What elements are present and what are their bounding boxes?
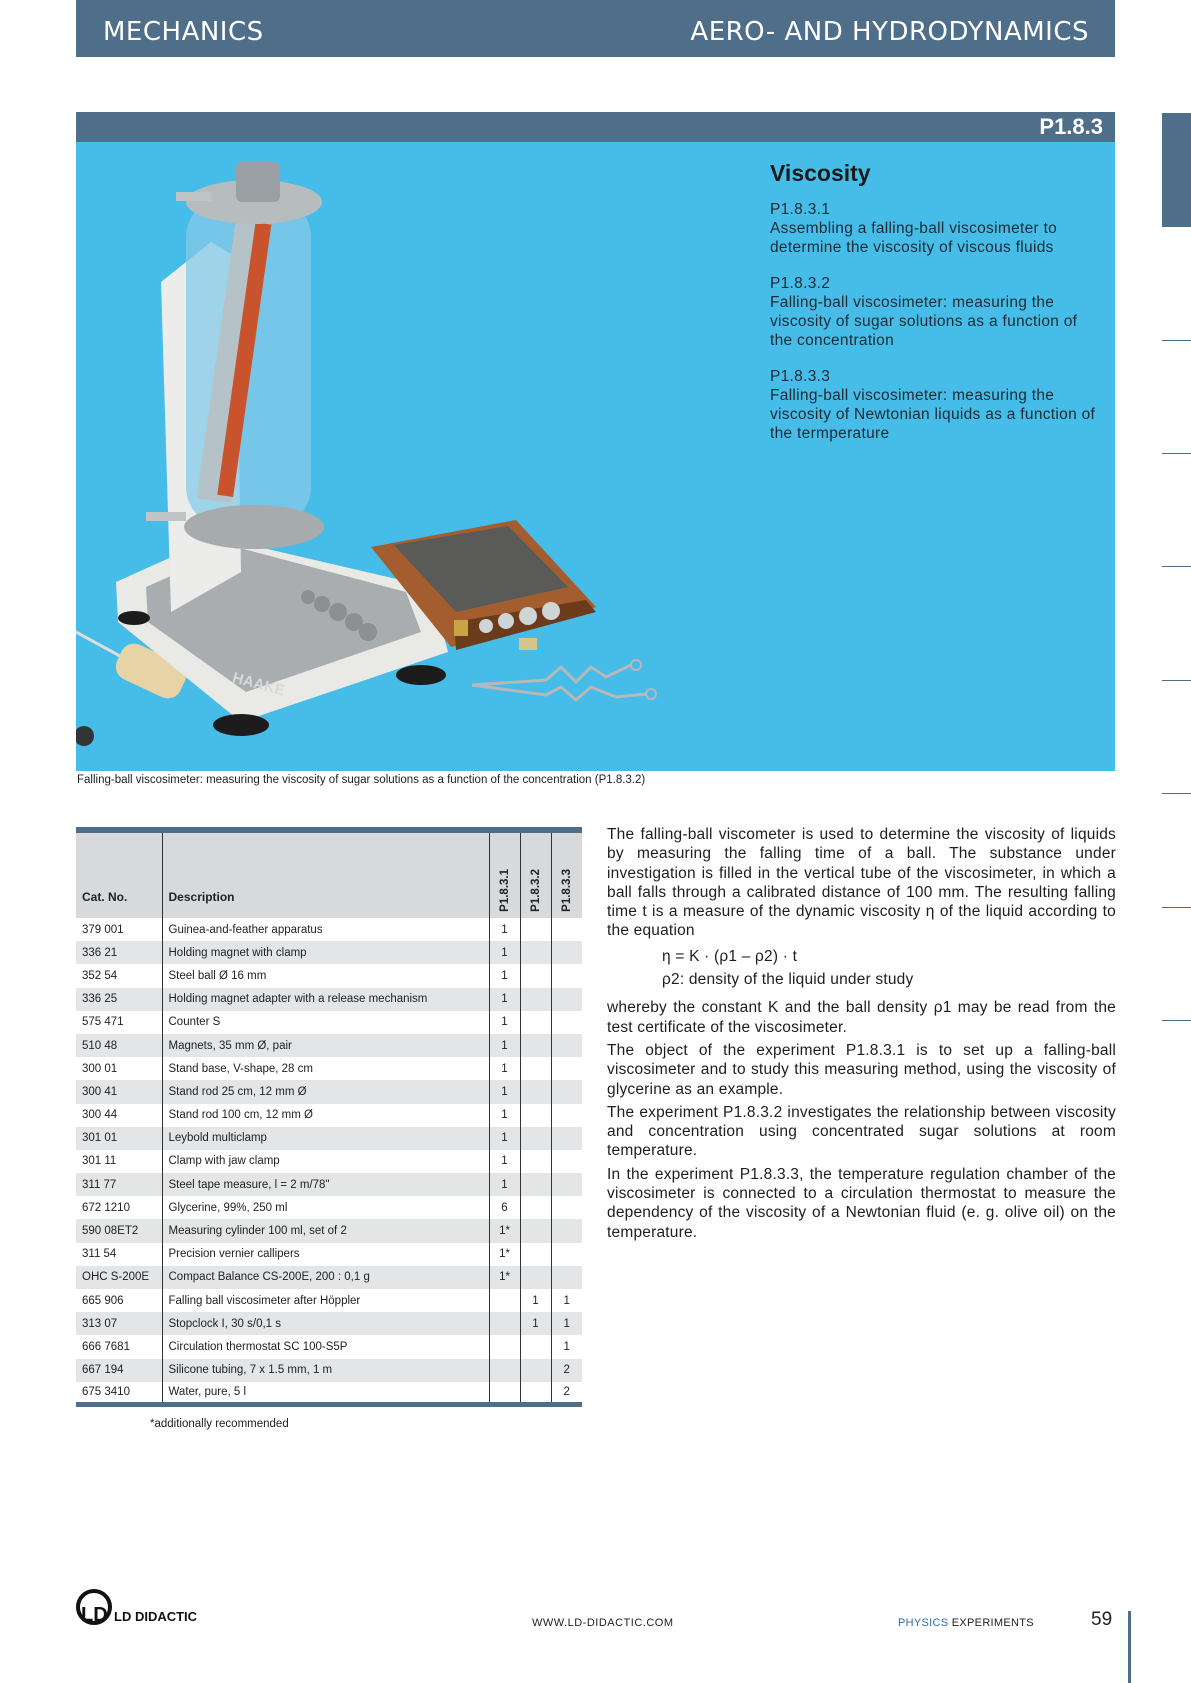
- qty-p1831: 1: [489, 1034, 520, 1057]
- catalog-number: 575 471: [82, 1016, 124, 1029]
- table-row: [76, 1080, 582, 1103]
- body-text: [607, 825, 1116, 1246]
- experiment-id: P1.8.3.3: [770, 368, 831, 385]
- qty-p1831: 1: [489, 1104, 520, 1127]
- qty-p1831: 1: [489, 918, 520, 941]
- qty-p1833: [551, 1219, 582, 1242]
- qty-p1832: 1: [520, 1312, 551, 1335]
- box-ball: [542, 602, 560, 620]
- chapter-tick: [1162, 1020, 1191, 1021]
- column-header-description: Description: [162, 830, 489, 918]
- foot-back: [118, 611, 150, 625]
- catalog-number: 300 44: [82, 1109, 118, 1122]
- description: Steel ball Ø 16 mm: [162, 964, 489, 987]
- qty-p1831: 1: [489, 1011, 520, 1034]
- description: Glycerine, 99%, 250 ml: [162, 1196, 489, 1219]
- description: Silicone tubing, 7 x 1.5 mm, 1 m: [162, 1359, 489, 1382]
- box-ball: [498, 613, 514, 629]
- experiment-text: Falling-ball viscosimeter: measuring the viscosity of sugar solutions as a function of the concentration: [770, 294, 1078, 349]
- chapter-tick: [1162, 680, 1191, 681]
- qty-p1833: 2: [551, 1359, 582, 1382]
- experiment-id: P1.8.3.2: [770, 275, 831, 292]
- qty-p1831: 1*: [489, 1266, 520, 1289]
- table-row: [76, 1011, 582, 1034]
- table-row: [76, 1335, 582, 1358]
- qty-p1832: [520, 1104, 551, 1127]
- description: Stand base, V-shape, 28 cm: [162, 1057, 489, 1080]
- qty-p1831: [489, 1335, 520, 1358]
- catalog-number: 667 194: [76, 1359, 162, 1382]
- haake-label: HAAKE: [230, 669, 287, 700]
- top-knob: [236, 162, 280, 202]
- catalog-number: 352 54: [82, 969, 118, 982]
- page-number: 59: [1091, 1609, 1113, 1630]
- description: Compact Balance CS-200E, 200 : 0,1 g: [162, 1266, 489, 1289]
- qty-p1832: [520, 1127, 551, 1150]
- qty-p1831: [489, 1289, 520, 1312]
- paragraph: whereby the constant K and the ball density ρ1 may be read from the test certificate of the viscosimeter.: [607, 999, 1116, 1036]
- qty-p1831: 1: [489, 1127, 520, 1150]
- table-row: [76, 1150, 582, 1173]
- qty-p1833: [551, 941, 582, 964]
- qty-p1833: [551, 964, 582, 987]
- table-footnote: *additionally recommended: [150, 1418, 289, 1430]
- experiment-id: P1.8.3.1: [770, 201, 831, 218]
- description: Leybold multiclamp: [162, 1127, 489, 1150]
- footer-rule: [1128, 1611, 1131, 1683]
- paragraph: In the experiment P1.8.3.3, the temperature regulation chamber of the viscosimeter is connected to a circulation thermostat to measure the dependency of the viscosity of a Newtonian fluid (e. g. olive oil) on the temperature.: [607, 1165, 1116, 1241]
- description: Steel tape measure, l = 2 m/78": [162, 1173, 489, 1196]
- section-banner: [76, 0, 1115, 57]
- qty-p1831: 1*: [489, 1219, 520, 1242]
- table-header-row: [76, 830, 582, 918]
- experiment-code: P1.8.3: [1039, 114, 1103, 139]
- qty-p1833: [551, 1196, 582, 1219]
- ball: [329, 603, 347, 621]
- catalog-number: 675 3410: [82, 1386, 130, 1399]
- qty-p1831: 1: [489, 988, 520, 1011]
- experiment-item: [770, 200, 1100, 257]
- hero-panel: [76, 112, 1115, 771]
- table-row: [76, 1219, 582, 1242]
- table-row: [76, 1196, 582, 1219]
- catalog-number: 300 41: [76, 1080, 162, 1103]
- qty-p1832: [520, 1359, 551, 1382]
- description: Counter S: [162, 1011, 489, 1034]
- catalog-number: OHC S-200E: [76, 1266, 162, 1289]
- qty-p1831: 1*: [489, 1243, 520, 1266]
- qty-p1831: [489, 1359, 520, 1382]
- brush-wheel: [76, 726, 94, 746]
- tongs-upper: [472, 665, 631, 685]
- catalog-number: 590 08ET2: [76, 1219, 162, 1242]
- table-row: [76, 1034, 582, 1057]
- qty-p1832: [520, 1196, 551, 1219]
- qty-p1832: [520, 1266, 551, 1289]
- table-row: [76, 918, 582, 941]
- catalog-number: 665 906: [82, 1294, 124, 1307]
- box-latch: [519, 638, 537, 650]
- description: Guinea-and-feather apparatus: [162, 918, 489, 941]
- svg-text:LD DIDACTIC: LD DIDACTIC: [114, 1609, 198, 1624]
- qty-p1831: 1: [489, 964, 520, 987]
- qty-p1831: 1: [489, 1150, 520, 1173]
- paragraph: The object of the experiment P1.8.3.1 is to set up a falling-ball viscosimeter and to study this measuring method, using the viscosity of glycerine as an example.: [607, 1041, 1116, 1098]
- description: Falling ball viscosimeter after Höppler: [162, 1289, 489, 1312]
- foot-left: [213, 714, 269, 736]
- brass-ball: [454, 620, 468, 636]
- tongs-loop: [631, 660, 641, 670]
- chapter-tick: [1162, 566, 1191, 567]
- qty-p1833: [551, 1104, 582, 1127]
- column-header-p1831: P1.8.3.1: [489, 830, 520, 918]
- qty-p1831: 1: [489, 1057, 520, 1080]
- table-row: [76, 1173, 582, 1196]
- table-row: [76, 964, 582, 987]
- qty-p1831: 1: [489, 1173, 520, 1196]
- qty-p1831: [489, 1312, 520, 1335]
- qty-p1833: 1: [551, 1335, 582, 1358]
- bottom-ring: [184, 505, 324, 549]
- qty-p1832: [520, 1173, 551, 1196]
- qty-p1832: [520, 918, 551, 941]
- hero-bar: [76, 112, 1115, 142]
- ball: [314, 596, 330, 612]
- description: Water, pure, 5 l: [162, 1382, 489, 1405]
- catalog-number: 301 11: [82, 1155, 117, 1168]
- catalog-number: 336 21: [76, 941, 162, 964]
- upper-nozzle: [176, 192, 211, 201]
- table-row: [76, 1127, 582, 1150]
- qty-p1832: [520, 1057, 551, 1080]
- description: Clamp with jaw clamp: [162, 1150, 489, 1173]
- chapter-tick: [1162, 907, 1191, 908]
- qty-p1833: [551, 1011, 582, 1034]
- equation: η = K · (ρ1 – ρ2) · t: [662, 947, 798, 965]
- description: Stand rod 100 cm, 12 mm Ø: [162, 1104, 489, 1127]
- lower-nozzle: [146, 512, 186, 521]
- qty-p1833: [551, 1127, 582, 1150]
- catalog-number: 300 01: [82, 1062, 118, 1075]
- qty-p1833: [551, 988, 582, 1011]
- qty-p1833: [551, 1057, 582, 1080]
- tongs-loop: [646, 689, 656, 699]
- experiment-text: Falling-ball viscosimeter: measuring the viscosity of Newtonian liquids as a function of the termperature: [770, 387, 1096, 442]
- description: Circulation thermostat SC 100-S5P: [162, 1335, 489, 1358]
- qty-p1831: 6: [489, 1196, 520, 1219]
- description: Stopclock I, 30 s/0,1 s: [162, 1312, 489, 1335]
- qty-p1832: [520, 1219, 551, 1242]
- qty-p1833: [551, 1173, 582, 1196]
- catalog-number: 313 07: [76, 1312, 162, 1335]
- column-header-cat: Cat. No.: [76, 830, 162, 918]
- table-row: [76, 1243, 582, 1266]
- experiment-text: Assembling a falling-ball viscosimeter to determine the viscosity of viscous fluids: [770, 220, 1058, 256]
- description: Stand rod 25 cm, 12 mm Ø: [162, 1080, 489, 1103]
- box-ball: [479, 619, 493, 633]
- qty-p1833: 1: [551, 1289, 582, 1312]
- qty-p1831: [489, 1382, 520, 1405]
- qty-p1832: [520, 988, 551, 1011]
- table-row: [76, 1312, 582, 1335]
- table-row: [76, 988, 582, 1011]
- qty-p1832: [520, 1034, 551, 1057]
- svg-text:LD: LD: [81, 1604, 108, 1626]
- subsection-title: AERO- AND HYDRODYNAMICS: [690, 17, 1089, 47]
- catalog-number: 666 7681: [82, 1340, 130, 1353]
- qty-p1832: [520, 1080, 551, 1103]
- catalog-number: 672 1210: [82, 1201, 130, 1214]
- qty-p1832: [520, 1243, 551, 1266]
- description: Measuring cylinder 100 ml, set of 2: [162, 1219, 489, 1242]
- qty-p1833: [551, 918, 582, 941]
- qty-p1832: [520, 941, 551, 964]
- equation-definition: ρ2: density of the liquid under study: [662, 971, 914, 989]
- ball: [359, 623, 377, 641]
- table-row: [76, 1104, 582, 1127]
- qty-p1833: [551, 1034, 582, 1057]
- chapter-tick: [1162, 453, 1191, 454]
- qty-p1832: 1: [520, 1289, 551, 1312]
- description: Magnets, 35 mm Ø, pair: [162, 1034, 489, 1057]
- foot-right: [396, 665, 446, 685]
- ld-didactic-logo[interactable]: [76, 1589, 206, 1629]
- column-header-p1832: P1.8.3.2: [520, 830, 551, 918]
- qty-p1833: [551, 1080, 582, 1103]
- chapter-tick: [1162, 340, 1191, 341]
- experiment-item: [770, 367, 1100, 443]
- chapter-tick: [1162, 793, 1191, 794]
- qty-p1832: [520, 1382, 551, 1405]
- qty-p1833: [551, 1150, 582, 1173]
- qty-p1831: 1: [489, 941, 520, 964]
- description: Precision vernier callipers: [162, 1243, 489, 1266]
- catalog-number: 336 25: [76, 988, 162, 1011]
- chapter-tab[interactable]: [1162, 113, 1191, 227]
- table-row: [76, 1266, 582, 1289]
- viscosimeter-photo: [76, 142, 766, 771]
- section-label: PHYSICS EXPERIMENTS: [898, 1617, 1034, 1629]
- qty-p1833: [551, 1243, 582, 1266]
- photo-caption: Falling-ball viscosimeter: measuring the viscosity of sugar solutions as a function of the concentration (P1.8.3.2): [77, 774, 646, 786]
- table-row: [76, 1289, 582, 1312]
- ball: [301, 590, 315, 604]
- experiment-item: [770, 274, 1100, 350]
- table-row: [76, 1382, 582, 1405]
- catalog-number: 510 48: [76, 1034, 162, 1057]
- website-link[interactable]: WWW.LD-DIDACTIC.COM: [532, 1617, 674, 1629]
- qty-p1832: [520, 1150, 551, 1173]
- paragraph: The experiment P1.8.3.2 investigates the relationship between viscosity and concentration using concentrated sugar solutions at room temperature.: [607, 1103, 1116, 1160]
- catalog-number: 311 77: [76, 1173, 162, 1196]
- qty-p1832: [520, 1335, 551, 1358]
- qty-p1833: [551, 1266, 582, 1289]
- paragraph: The falling-ball viscometer is used to determine the viscosity of liquids by measuring the falling time of a ball. The substance under investigation is filled in the vertical tube of the viscosimeter, in which a ball falls through a calibrated distance of 100 mm. The resulting falling time t is a measure of the dynamic viscosity η of the liquid according to the equation: [607, 826, 1116, 940]
- catalog-number: 311 54: [82, 1248, 117, 1261]
- qty-p1831: 1: [489, 1080, 520, 1103]
- qty-p1832: [520, 964, 551, 987]
- qty-p1832: [520, 1011, 551, 1034]
- qty-p1833: 2: [551, 1382, 582, 1405]
- description: Holding magnet with clamp: [162, 941, 489, 964]
- catalog-number: 379 001: [82, 923, 124, 936]
- qty-p1833: 1: [551, 1312, 582, 1335]
- section-title: MECHANICS: [103, 17, 264, 47]
- column-header-p1833: P1.8.3.3: [551, 830, 582, 918]
- table-row: [76, 1359, 582, 1382]
- tongs-lower: [472, 685, 646, 700]
- table-row: [76, 1057, 582, 1080]
- table-body: [76, 918, 582, 1405]
- catalog-number: 301 01: [76, 1127, 162, 1150]
- table-row: [76, 941, 582, 964]
- equipment-table: [76, 827, 582, 1407]
- box-ball: [519, 607, 537, 625]
- page-title: Viscosity: [770, 160, 871, 186]
- description: Holding magnet adapter with a release mechanism: [162, 988, 489, 1011]
